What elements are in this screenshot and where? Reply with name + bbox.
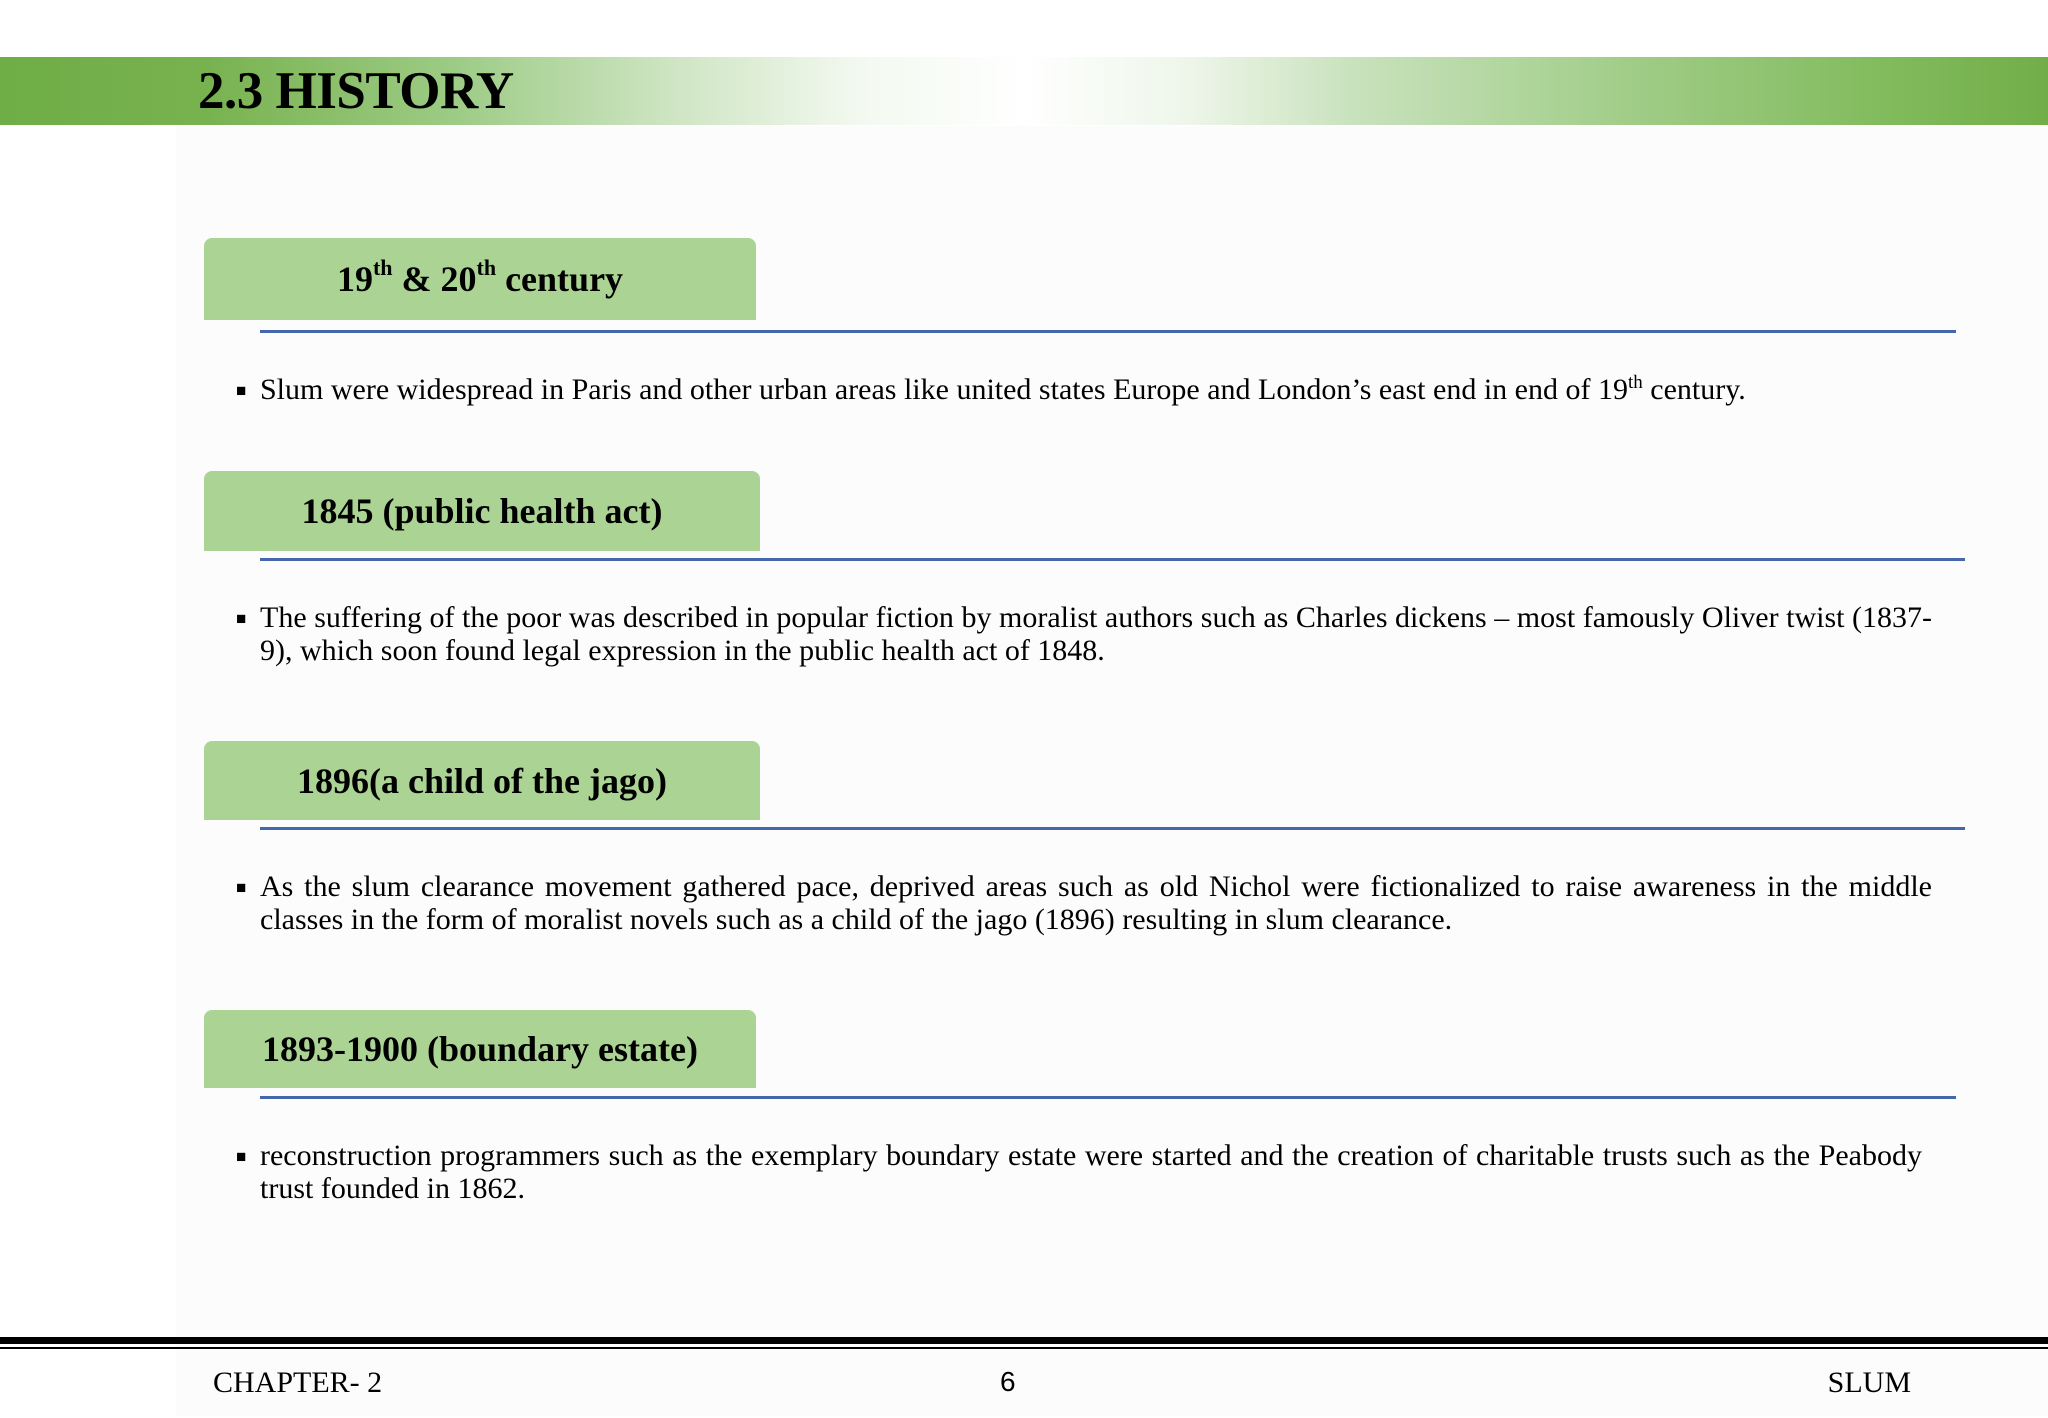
bullet-icon: ■ <box>236 381 247 400</box>
footer-rule-thin <box>0 1347 2048 1349</box>
section-tab-label: 1845 (public health act) <box>301 491 663 531</box>
footer-rule <box>0 1337 2048 1344</box>
page-title: 2.3 HISTORY <box>198 62 514 120</box>
section-body: The suffering of the poor was described in popular fiction by moralist authors such as Charles dickens – most famously Oliver twist (1837-9), which soon found legal expression in the public health act of 1848. <box>260 601 1932 667</box>
section-body: reconstruction programmers such as the exemplary boundary estate were started and the creation of charitable trusts such as the Peabody trust founded in 1862. <box>260 1139 1922 1205</box>
section-tab-label: 19th & 20th century <box>336 255 624 299</box>
section-tab-label: 1893-1900 (boundary estate) <box>262 1029 698 1069</box>
section-body: As the slum clearance movement gathered pace, deprived areas such as old Nichol were fictionalized to raise awareness in the middle classes in the form of moralist novels such as a child of the jago (1896) resulting in slum clearance. <box>260 870 1932 936</box>
section-tab-1896 <box>204 741 760 820</box>
section-divider <box>260 827 1965 830</box>
section-divider <box>260 558 1965 561</box>
section-divider <box>260 330 1956 333</box>
bullet-icon: ■ <box>236 609 247 628</box>
section-tab-19th-20th-century <box>204 238 756 320</box>
section-divider <box>260 1096 1956 1099</box>
bullet-icon: ■ <box>236 878 247 897</box>
bullet-icon: ■ <box>236 1147 247 1166</box>
section-tab-label: 1896(a child of the jago) <box>297 760 667 801</box>
page-number: 6 <box>1000 1366 1016 1397</box>
section-tab-1893-1900 <box>204 1010 756 1088</box>
section-body: Slum were widespread in Paris and other urban areas like united states Europe and London’s east end in end of 19th century. <box>260 372 1746 406</box>
footer-chapter: CHAPTER- 2 <box>213 1366 383 1399</box>
footer-topic: SLUM <box>1827 1366 1911 1399</box>
section-tab-1845 <box>204 471 760 551</box>
